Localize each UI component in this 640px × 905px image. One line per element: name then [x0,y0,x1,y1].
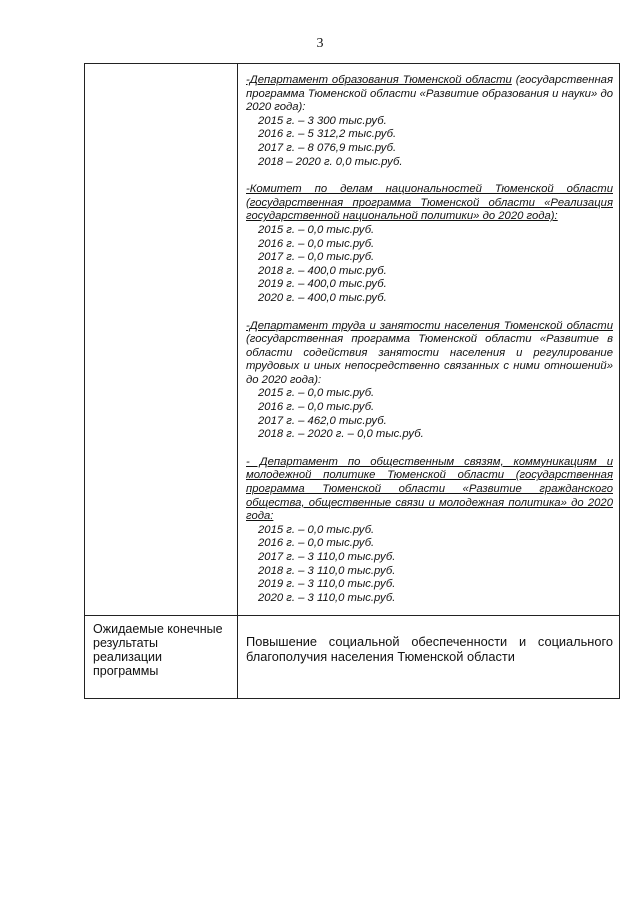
funding-line: 2019 г. – 400,0 тыс.руб. [258,278,387,291]
funding-line: 2015 г. – 0,0 тыс.руб. [258,523,375,536]
department-block [246,183,613,305]
funding-line: 2018 – 2020 г. 0,0 тыс.руб. [258,155,403,168]
funding-line: 2018 г. – 2020 г. – 0,0 тыс.руб. [258,428,424,441]
funding-line: 2018 г. – 3 110,0 тыс.руб. [258,564,396,577]
funding-row [85,64,620,616]
funding-line: 2020 г. – 3 110,0 тыс.руб. [258,591,396,604]
funding-line: 2017 г. – 462,0 тыс.руб. [258,414,387,427]
funding-line: 2016 г. – 0,0 тыс.руб. [258,237,375,250]
results-row [85,616,620,699]
department-block [246,74,613,169]
funding-label-cell [85,64,238,616]
funding-line: 2018 г. – 400,0 тыс.руб. [258,264,387,277]
funding-line: 2016 г. – 5 312,2 тыс.руб. [258,128,397,141]
results-text: Повышение социальной обеспеченности и социального благополучия населения Тюменской области [238,616,620,699]
funding-line: 2016 г. – 0,0 тыс.руб. [258,537,375,550]
funding-line: 2020 г. – 400,0 тыс.руб. [258,291,387,304]
funding-line: 2015 г. – 0,0 тыс.руб. [258,223,375,236]
department-block [246,320,613,442]
funding-content-cell [238,64,620,616]
funding-line: 2019 г. – 3 110,0 тыс.руб. [258,578,396,591]
funding-line: 2015 г. – 0,0 тыс.руб. [258,387,375,400]
department-block [246,456,613,606]
department-name: -Департамент образования Тюменской области [246,74,512,86]
funding-line: 2017 г. – 0,0 тыс.руб. [258,251,375,264]
department-program: (государственная программа Тюменской области «Развитие образования и науки» до 2020 года): [246,74,613,114]
funding-line: 2017 г. – 3 110,0 тыс.руб. [258,551,396,563]
department-program: (государственная программа Тюменской области «Развитие в области содействия занятости населения и регулирование трудовых и иных непосредственно связанных с ними отношений» до 2020 года): [246,333,613,386]
funding-line: 2015 г. – 3 300 тыс.руб. [258,114,387,127]
program-table [84,63,620,699]
department-name: -Департамент труда и занятости населения Тюменской области [246,319,613,332]
funding-line: 2016 г. – 0,0 тыс.руб. [258,401,375,414]
department-name: - Департамент по общественным связям, коммуникациям и молодежной политике Тюменской области (государственная программа Тюменской области «Развитие гражданского общества, общественные связи и молодежная политика» до 2020 года: [246,455,613,523]
results-label: Ожидаемые конечные результаты реализации программы [85,616,238,699]
funding-line: 2017 г. – 8 076,9 тыс.руб. [258,141,397,154]
department-name: -Комитет по делам национальностей Тюменской области (государственная программа Тюменской области «Реализация государственной национальной политики» до 2020 года): [246,183,613,223]
page-number: 3 [316,36,324,51]
